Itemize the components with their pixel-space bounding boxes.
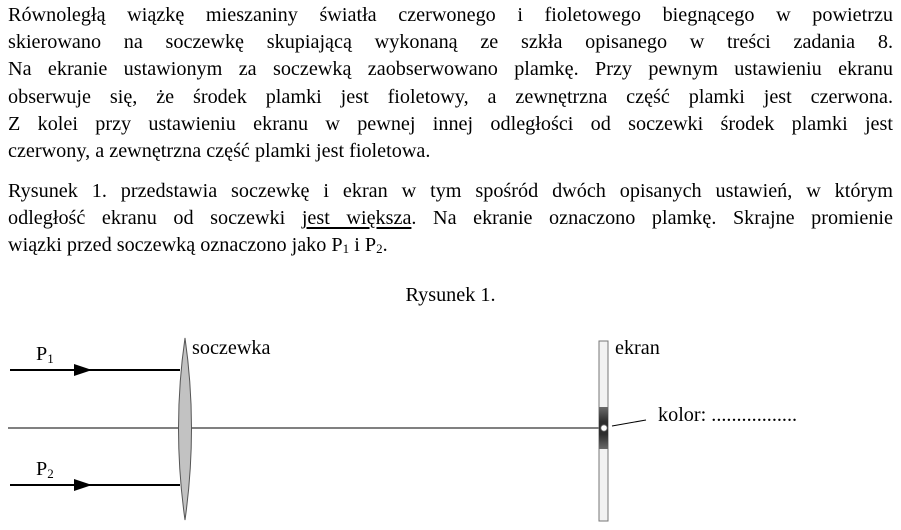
figure-description-line	[8, 205, 893, 232]
figure-description-line: Rysunek 1. przedstawia soczewkę i ekran w tym spośród dwóch opisanych ustawień, w którym	[8, 180, 893, 202]
arrow-right-icon	[74, 364, 92, 376]
problem-text-line: Z kolei przy ustawieniu ekranu w pewnej innej odległości od soczewki środek plamki jest	[8, 112, 893, 135]
text-fragment: wiązki przed soczewką oznaczono jako P	[8, 234, 343, 257]
spot-center	[601, 425, 607, 431]
problem-text-line: Równoległą wiązkę mieszaniny światła czerwonego i fioletowego biegnącego w powietrzu	[8, 4, 893, 26]
text-fragment: . Na ekranie oznaczono plamkę. Skrajne promienie	[411, 207, 893, 230]
arrow-right-icon	[74, 479, 92, 491]
ray-p2-label: P2	[36, 458, 54, 481]
screen-label: ekran	[615, 337, 660, 359]
text-fragment: .	[382, 234, 388, 257]
problem-text-line: czerwony, a zewnętrzna część plamki jest fioletowa.	[8, 139, 431, 162]
emphasized-text: jest większa	[301, 207, 412, 230]
lens-label: soczewka	[192, 337, 271, 359]
ray-p1-label: P1	[36, 343, 54, 366]
text-fragment: i P	[349, 234, 377, 257]
color-answer-field: kolor: .................	[658, 404, 798, 426]
figure-title: Rysunek 1.	[405, 284, 496, 306]
problem-text-line: skierowano na soczewkę skupiającą wykonaną ze szkła opisanego w treści zadania 8.	[8, 31, 893, 54]
problem-text-line: Na ekranie ustawionym za soczewką zaobserwowano plamkę. Przy pewnym ustawieniu ekranu	[8, 58, 893, 81]
ray-p2	[10, 479, 180, 491]
figure-description-line	[8, 232, 893, 259]
pointer-line	[612, 420, 646, 426]
optics-diagram	[0, 330, 901, 530]
figure-description	[8, 178, 893, 260]
subscript: 1	[342, 241, 350, 257]
problem-text-line: obserwuje się, że środek plamki jest fioletowy, a zewnętrzna część plamki jest czerwona.	[8, 85, 893, 108]
subscript: 2	[376, 241, 383, 257]
text-fragment: odległość ekranu od soczewki	[8, 207, 302, 230]
ray-p1	[10, 364, 180, 376]
problem-text	[8, 2, 893, 165]
lens	[179, 338, 192, 520]
